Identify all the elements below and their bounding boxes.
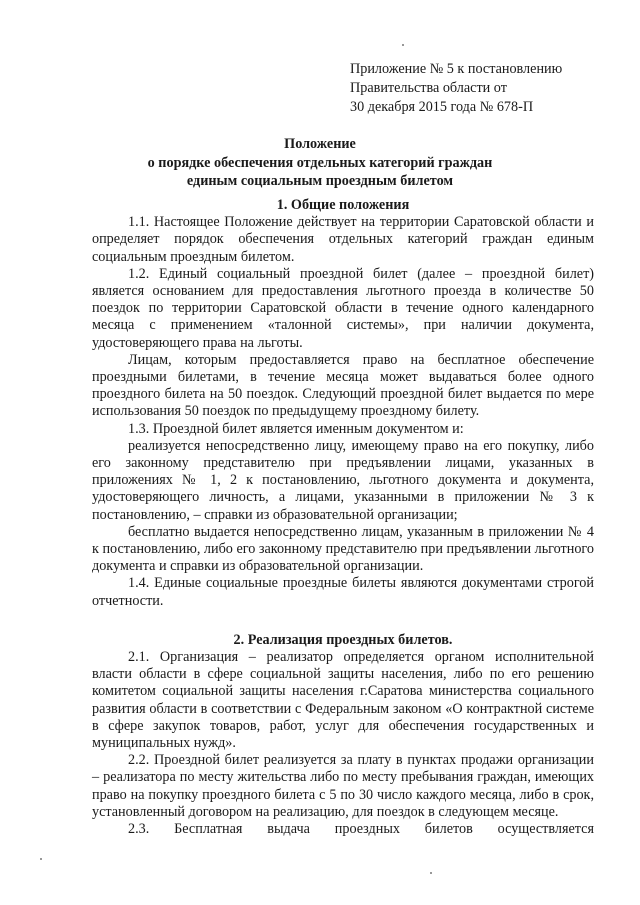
paragraph-free: бесплатно выдается непосредственно лицам, указанным в приложении № 4 к постановлению, либо его законному представителю при предъявлении льготного документа и справки из образовательной организации. — [92, 523, 594, 575]
title-line-2: о порядке обеспечения отдельных категорий граждан — [147, 154, 493, 171]
annex-line-3: 30 декабря 2015 года № 678-П — [350, 99, 534, 115]
annex-line-2: Правительства области от — [350, 80, 507, 96]
scan-speck — [430, 872, 432, 874]
scan-speck — [402, 44, 404, 46]
paragraph-2-3: 2.3. Бесплатная выдача проездных билетов осуществляется — [128, 821, 594, 838]
section-2-heading: 2. Реализация проездных билетов. — [233, 631, 453, 648]
paragraph-2-2: 2.2. Проездной билет реализуется за плату в пунктах продажи организации – реализатора по месту жительства либо по месту пребывания граждан, имеющих право на покупку проездного билета с 5 по 30 число каждого месяца, либо в срок, установленный договором на реализацию, для поездок в следующем месяце. — [92, 752, 594, 820]
annex-reference — [350, 60, 562, 117]
paragraph-1-3: 1.3. Проездной билет является именным документом и: — [128, 420, 464, 437]
paragraph-1-1: 1.1. Настоящее Положение действует на территории Саратовской области и определяет порядок обеспечения отдельных категорий граждан единым социальным проездным билетом. — [92, 214, 594, 265]
paragraph-persons: Лицам, которым предоставляется право на бесплатное обеспечение проездными билетами, в течение месяца может выдаваться более одного проездного билета на 50 поездок. Следующий проездной билет выдается по мере использования 50 поездок по предыдущему проездному билету. — [92, 351, 594, 420]
section-1-heading: 1. Общие положения — [276, 197, 410, 213]
title-line-3: единым социальным проездным билетом — [186, 173, 454, 189]
paragraph-sold: реализуется непосредственно лицу, имеющему право на его покупку, либо его законному представителю при предъявлении лицами, указанных в приложениях № 1, 2 к постановлению, льготного документа и документа, удостоверяющего личность, а лицами, указанными в приложении № 3 к постановлению, – справки из образовательной организации; — [92, 437, 594, 523]
document-title — [60, 135, 580, 191]
paragraph-1-4: 1.4. Единые социальные проездные билеты являются документами строгой отчетности. — [92, 575, 594, 609]
scan-speck — [40, 858, 42, 860]
paragraph-2-1: 2.1. Организация – реализатор определяется органом исполнительной власти области в сфере социальной защиты населения, либо по его решению комитетом социальной защиты населения г.Саратова министерства социального развития области в соответствии с Федеральным законом «О контрактной системе в сфере закупок товаров, работ, услуг для обеспечения государственных и муниципальных нужд». — [92, 649, 594, 752]
annex-line-1: Приложение № 5 к постановлению — [350, 61, 563, 77]
paragraph-1-2: 1.2. Единый социальный проездной билет (далее – проездной билет) является основанием для предоставления льготного проезда в количестве 50 поездок по территории Саратовской области в течение одного календарного месяца с применением «талонной системы», при наличии документа, удостоверяющего права на льготы. — [92, 265, 594, 351]
document-body — [92, 197, 594, 838]
title-line-1: Положение — [284, 136, 356, 152]
